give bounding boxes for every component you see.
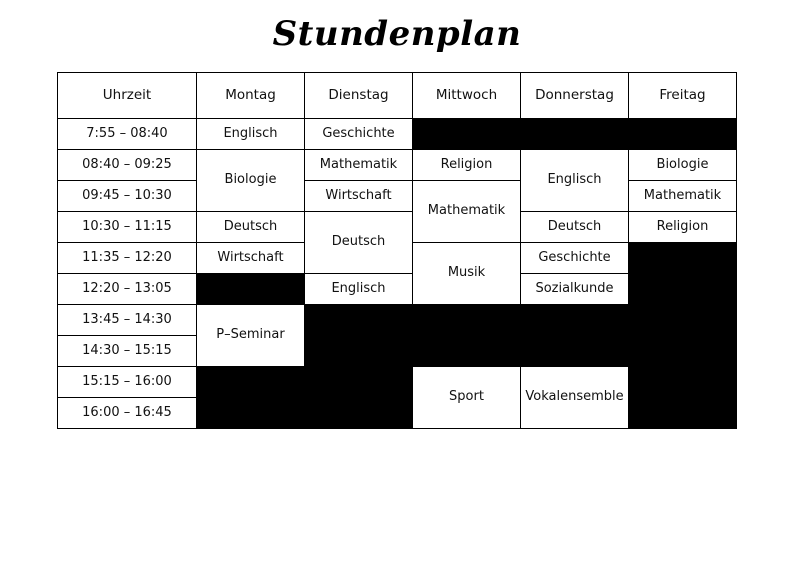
lesson-cell: Vokalensemble (521, 367, 629, 429)
header-monday: Montag (197, 73, 305, 119)
header-wednesday: Mittwoch (413, 73, 521, 119)
timetable (57, 72, 737, 429)
table-row (58, 150, 737, 181)
lesson-cell: Wirtschaft (305, 181, 413, 212)
lesson-cell: Biologie (629, 150, 737, 181)
lesson-cell: Englisch (197, 119, 305, 150)
header-friday: Freitag (629, 73, 737, 119)
lesson-cell: Mathematik (629, 181, 737, 212)
time-slot: 16:00 – 16:45 (58, 398, 197, 429)
time-slot: 11:35 – 12:20 (58, 243, 197, 274)
time-slot: 15:15 – 16:00 (58, 367, 197, 398)
lesson-cell: Geschichte (305, 119, 413, 150)
lesson-cell: Deutsch (197, 212, 305, 243)
lesson-cell: P–Seminar (197, 305, 305, 367)
lesson-cell: Englisch (521, 150, 629, 212)
lesson-cell: Sport (413, 367, 521, 429)
header-tuesday: Dienstag (305, 73, 413, 119)
lesson-cell: Musik (413, 243, 521, 305)
lesson-cell: Deutsch (305, 212, 413, 274)
time-slot: 09:45 – 10:30 (58, 181, 197, 212)
table-row (58, 119, 737, 150)
page-title: Stundenplan (272, 14, 522, 54)
lesson-cell: Wirtschaft (197, 243, 305, 274)
table-row (58, 181, 737, 212)
free-slot (197, 367, 413, 429)
free-slot (197, 274, 305, 305)
lesson-cell: Religion (413, 150, 521, 181)
time-slot: 7:55 – 08:40 (58, 119, 197, 150)
lesson-cell: Biologie (197, 150, 305, 212)
header-thursday: Donnerstag (521, 73, 629, 119)
lesson-cell: Geschichte (521, 243, 629, 274)
lesson-cell: Deutsch (521, 212, 629, 243)
header-row (58, 73, 737, 119)
time-slot: 13:45 – 14:30 (58, 305, 197, 336)
free-slot (413, 119, 737, 150)
table-row (58, 212, 737, 243)
lesson-cell: Englisch (305, 274, 413, 305)
free-slot (629, 243, 737, 429)
lesson-cell: Mathematik (413, 181, 521, 243)
time-slot: 14:30 – 15:15 (58, 336, 197, 367)
time-slot: 12:20 – 13:05 (58, 274, 197, 305)
header-time: Uhrzeit (58, 73, 197, 119)
lesson-cell: Sozialkunde (521, 274, 629, 305)
lesson-cell: Religion (629, 212, 737, 243)
free-slot (305, 305, 629, 367)
time-slot: 10:30 – 11:15 (58, 212, 197, 243)
lesson-cell: Mathematik (305, 150, 413, 181)
time-slot: 08:40 – 09:25 (58, 150, 197, 181)
